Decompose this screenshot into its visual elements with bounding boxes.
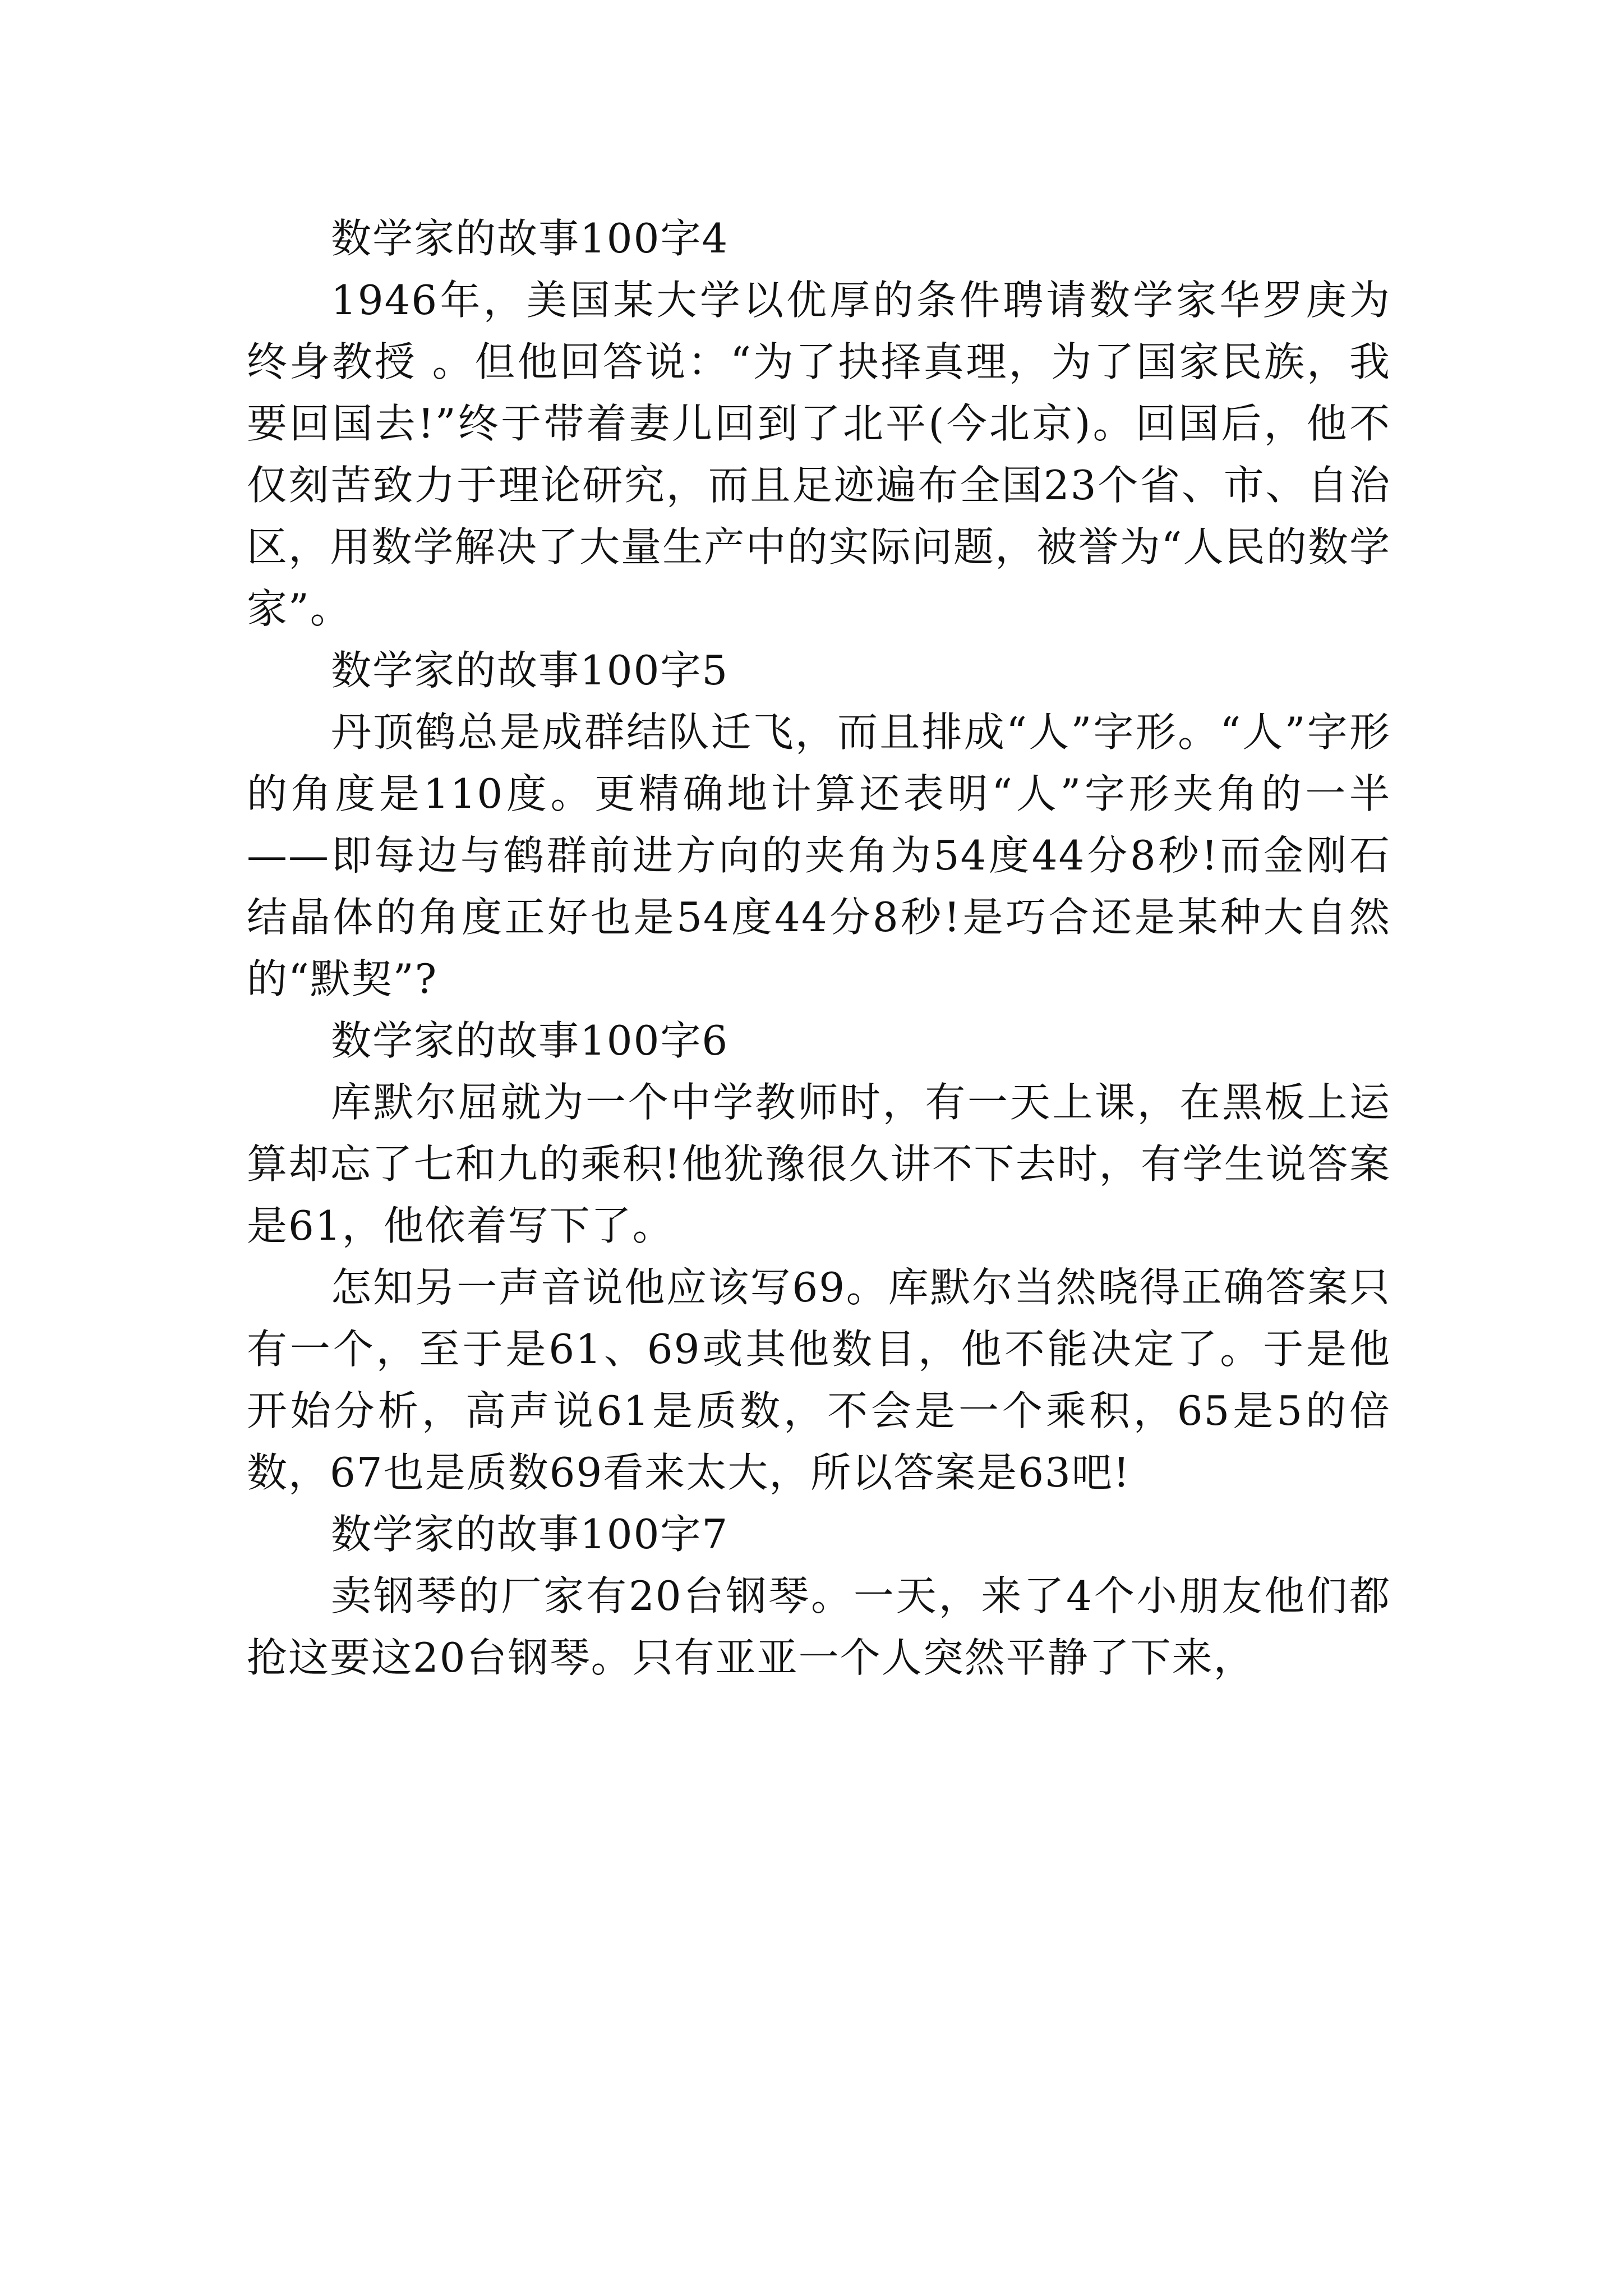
section-heading-5: 数学家的故事100字5 <box>331 647 729 694</box>
paragraph-kummer-part-2: 怎知另一声音说他应该写69。库默尔当然晓得正确答案只有一个，至于是61、69或其他数目，他不能决定了。于是他开始分析，高声说61是质数，不会是一个乘积，65是5的倍数，67也是质数69看来太大，所以答案是63吧! <box>247 1264 1391 1496</box>
paragraph-hua-luogeng: 1946年，美国某大学以优厚的条件聘请数学家华罗庚为终身教授 。但他回答说：“为了抉择真理，为了国家民族，我要回国去!”终于带着妻儿回到了北平(今北京)。回国后，他不仅刻苦致力于理论研究，而且足迹遍布全国23个省、市、自治区，用数学解决了大量生产中的实际问题，被誉为“人民的数学家”。 <box>247 277 1391 632</box>
paragraph-piano-seller: 卖钢琴的厂家有20台钢琴。一天，来了4个小朋友他们都抢这要这20台钢琴。只有亚亚一个人突然平静了下来， <box>247 1572 1391 1681</box>
section-heading-6: 数学家的故事100字6 <box>331 1017 729 1064</box>
paragraph-red-crowned-crane: 丹顶鹤总是成群结队迁飞，而且排成“人”字形。“人”字形的角度是110度。更精确地计算还表明“人”字形夹角的一半——即每边与鹤群前进方向的夹角为54度44分8秒!而金刚石结晶体的角度正好也是54度44分8秒!是巧合还是某种大自然的“默契”? <box>247 708 1391 1002</box>
document-body <box>247 208 1391 1688</box>
section-heading-7: 数学家的故事100字7 <box>331 1511 729 1558</box>
section-heading-4: 数学家的故事100字4 <box>331 215 729 262</box>
paragraph-kummer-part-1: 库默尔屈就为一个中学教师时，有一天上课，在黑板上运算却忘了七和九的乘积!他犹豫很久讲不下去时，有学生说答案是61，他依着写下了。 <box>247 1079 1391 1249</box>
